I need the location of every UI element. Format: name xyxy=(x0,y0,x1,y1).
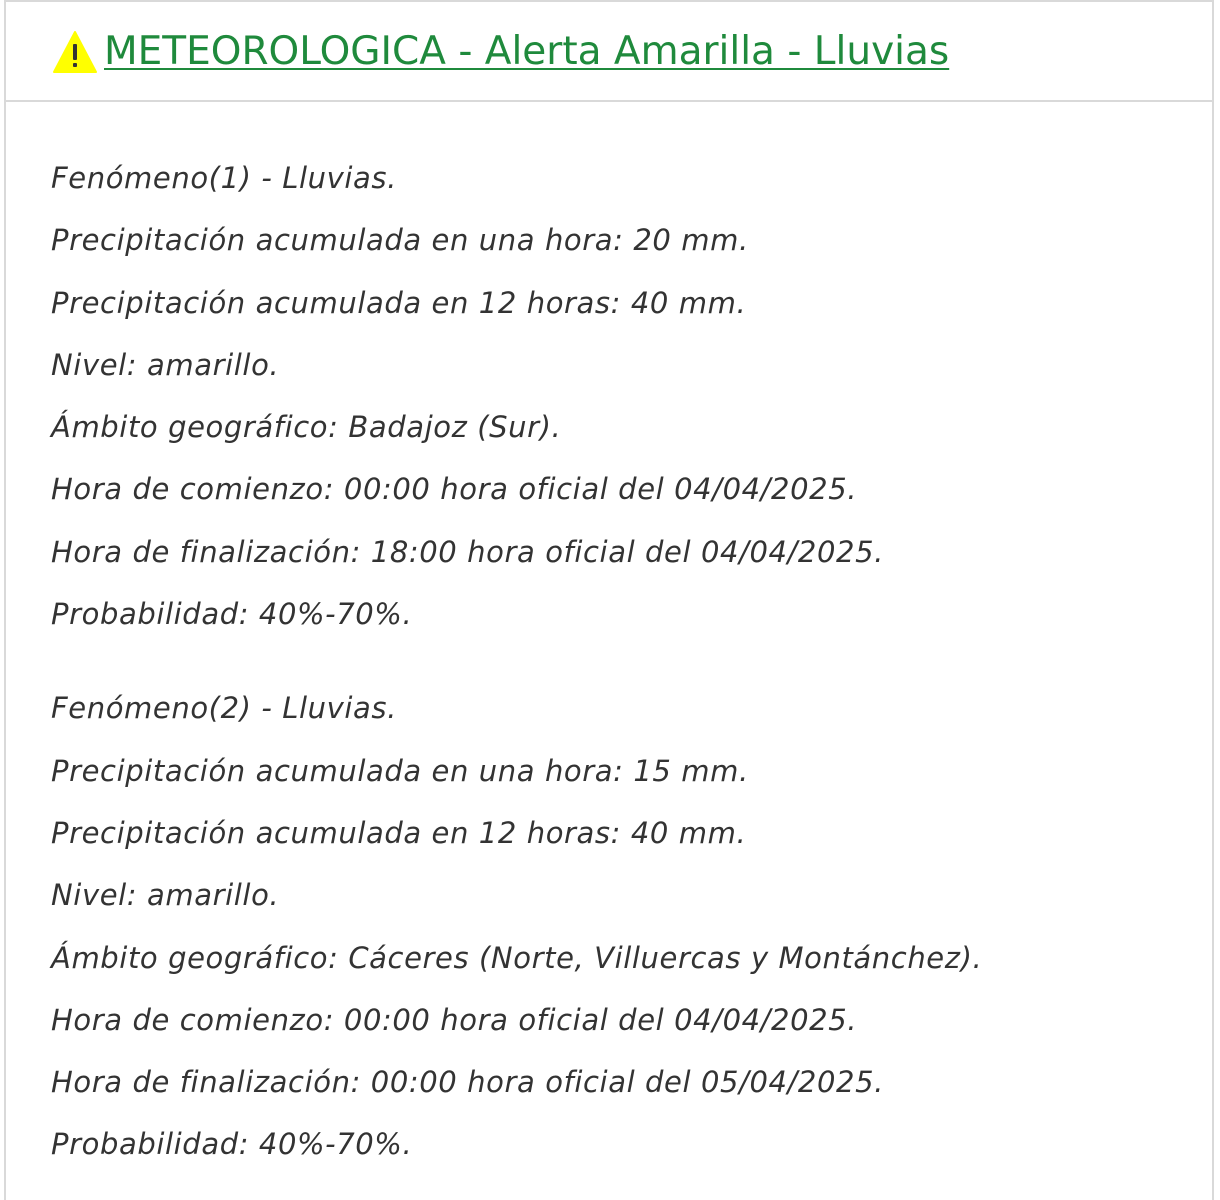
start-time: Hora de comienzo: 00:00 hora oficial del 04/04/2025. xyxy=(51,1002,858,1037)
geographic-area: Ámbito geográfico: Cáceres (Norte, Villuercas y Montánchez). xyxy=(51,940,983,975)
alert-header xyxy=(6,2,1212,102)
alert-title-text: METEOROLOGICA - Alerta Amarilla - Lluvias xyxy=(104,29,950,74)
twelve-hour-precipitation: Precipitación acumulada en 12 horas: 40 mm. xyxy=(51,815,747,850)
alert-level: Nivel: amarillo. xyxy=(51,347,280,382)
end-time: Hora de finalización: 18:00 hora oficial del 04/04/2025. xyxy=(51,534,884,569)
phenomenon-title: Fenómeno(1) - Lluvias. xyxy=(51,161,397,195)
phenomenon-block-1 xyxy=(51,102,1192,645)
warning-triangle-icon xyxy=(52,30,98,74)
hourly-precipitation: Precipitación acumulada en una hora: 15 mm. xyxy=(51,753,749,788)
phenomenon-block-2 xyxy=(51,645,1192,1175)
phenomenon-title: Fenómeno(2) - Lluvias. xyxy=(51,691,397,726)
end-time: Hora de finalización: 00:00 hora oficial del 05/04/2025. xyxy=(51,1065,884,1100)
twelve-hour-precipitation: Precipitación acumulada en 12 horas: 40 mm. xyxy=(51,285,747,320)
alert-card xyxy=(4,0,1214,1200)
hourly-precipitation: Precipitación acumulada en una hora: 20 mm. xyxy=(51,223,749,258)
alert-title-link[interactable] xyxy=(52,24,949,80)
probability: Probabilidad: 40%-70%. xyxy=(51,597,413,632)
start-time: Hora de comienzo: 00:00 hora oficial del 04/04/2025. xyxy=(51,472,858,507)
alert-level: Nivel: amarillo. xyxy=(51,878,280,913)
alert-body xyxy=(51,102,1192,1176)
geographic-area: Ámbito geográfico: Badajoz (Sur). xyxy=(51,410,562,445)
probability: Probabilidad: 40%-70%. xyxy=(51,1127,413,1162)
